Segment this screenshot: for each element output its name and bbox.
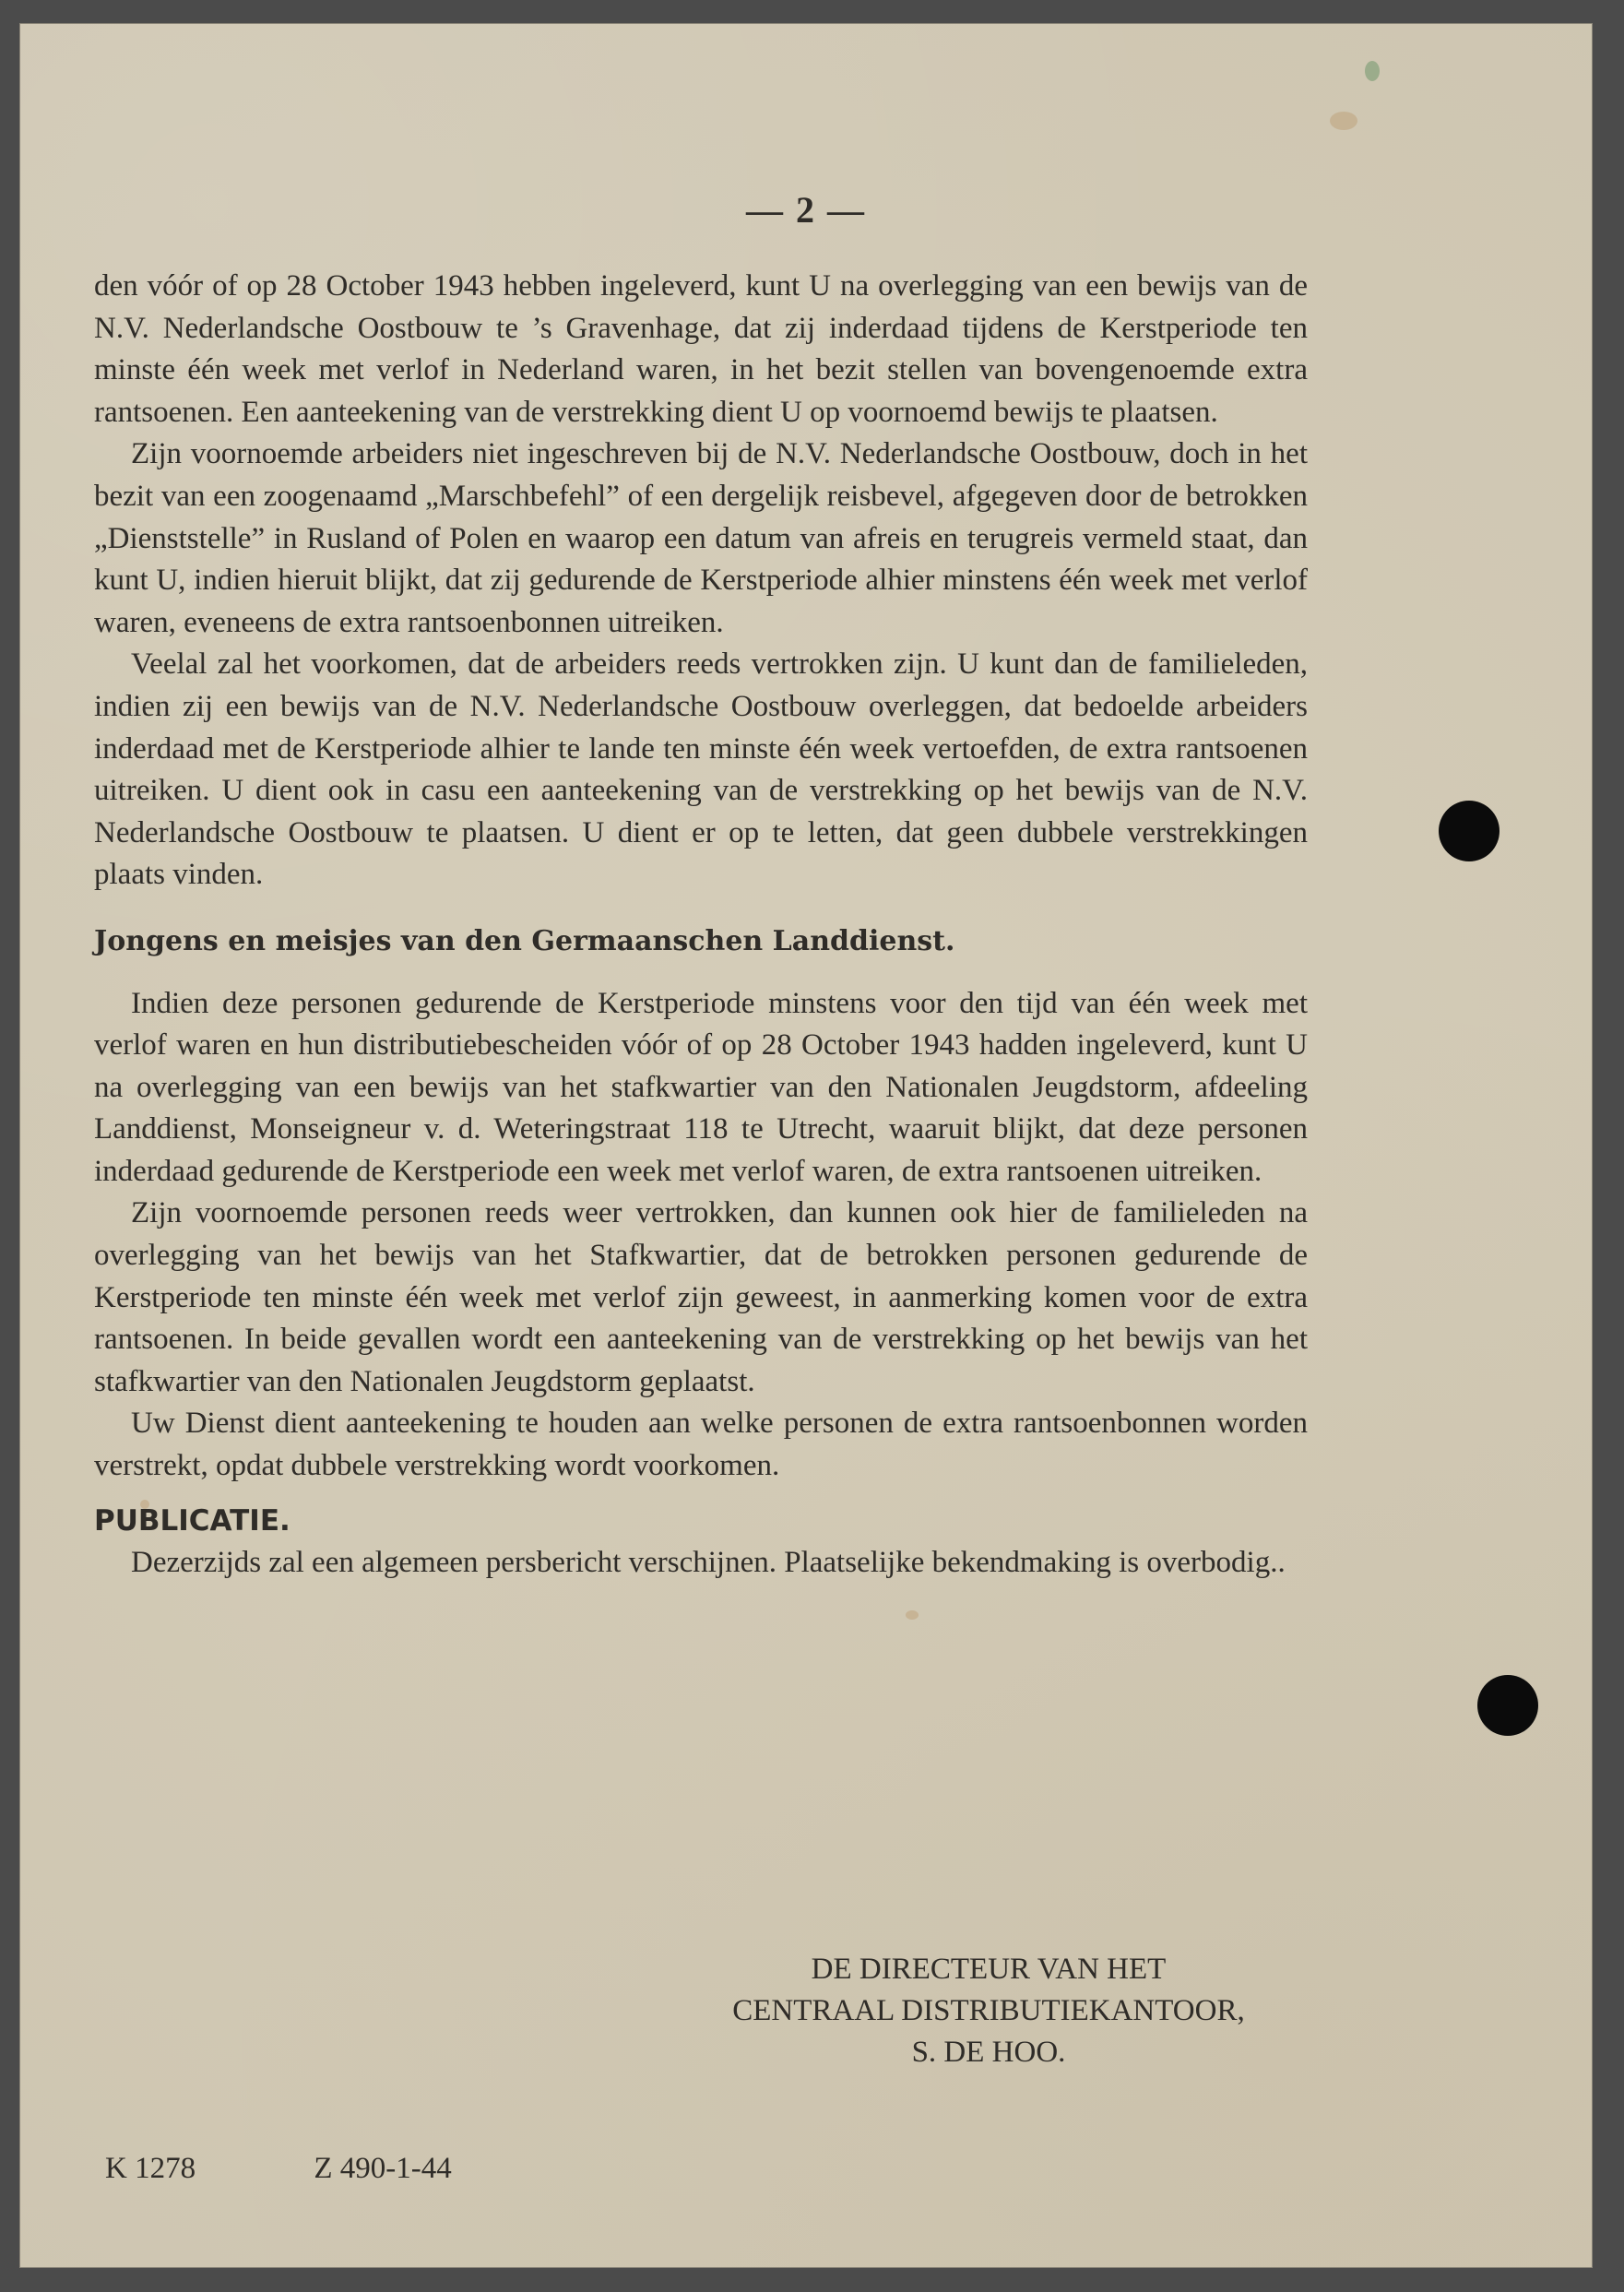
paper-stain — [906, 1610, 919, 1620]
punch-hole-bottom — [1477, 1675, 1538, 1736]
paragraph: Veelal zal het voorkomen, dat de arbeiders reeds vertrokken zijn. U kunt dan de familieleden, indien zij een bewijs van de N.V. Nederlandsche Oostbouw overleggen, dat bedoelde arbeiders inderdaad met de Kerstperiode alhier te lande ten minste één week vertoefden, de extra rantsoenen uitreiken. U dient ook in casu een aanteekening van de verstrekking op het bewijs van de N.V. Nederlandsche Oostbouw te plaatsen. U dient er op te letten, dat geen dubbele verstrekkingen plaats vinden. — [94, 647, 1308, 892]
publication-heading: PUBLICATIE. — [94, 1503, 290, 1538]
paragraph: den vóór of op 28 October 1943 hebben ingeleverd, kunt U na overlegging van een bewijs van de N.V. Nederlandsche Oostbouw te ’s Gravenhage, dat zij inderdaad tijdens de Kerstperiode ten minste één week met verlof in Nederland waren, in het bezit stellen van bovengenoemde extra rantsoenen. Een aanteekening van de verstrekking dient U op voornoemd bewijs te plaatsen. — [94, 269, 1308, 429]
paragraph: Indien deze personen gedurende de Kerstperiode minstens voor den tijd van één week met verlof waren en hun distributiebescheiden vóór of op 28 October 1943 hadden ingeleverd, kunt U na overlegging van een bewijs van het stafkwartier van den Nationalen Jeugdstorm, afdeeling Landdienst, Monseigneur v. d. Weteringstraat 118 te Utrecht, waaruit blijkt, dat deze personen inderdaad gedurende de Kerstperiode een week met verlof waren, de extra rantsoenen uitreiken. — [94, 986, 1308, 1188]
section-heading: Jongens en meisjes van den Germaanschen Landdienst. — [94, 924, 955, 957]
paper-sheet — [20, 24, 1592, 2267]
paper-stain — [1365, 61, 1380, 81]
paragraph: Zijn voornoemde arbeiders niet ingeschreven bij de N.V. Nederlandsche Oostbouw, doch in het bezit van een zoogenaamd „Marschbefehl” of een dergelijk reisbevel, afgegeven door de betrokken „Dienststelle” in Rusland of Polen en waarop een datum van afreis en terugreis vermeld staat, dan kunt U, indien hieruit blijkt, dat zij gedurende de Kerstperiode alhier minstens één week met verlof waren, eveneens de extra rantsoenbonnen uitreiken. — [94, 437, 1308, 639]
punch-hole-top — [1439, 801, 1500, 861]
signature-name: S. DE HOO. — [911, 2036, 1066, 2069]
reference-code: K 1278 — [105, 2152, 196, 2185]
reference-code: Z 490-1-44 — [314, 2152, 452, 2185]
paragraph: Zijn voornoemde personen reeds weer vertrokken, dan kunnen ook hier de familieleden na overlegging van het bewijs van het Stafkwartier, dat de betrokken personen gedurende de Kerstperiode ten minste één week met verlof zijn geweest, in aanmerking komen voor de extra rantsoenen. In beide gevallen wordt een aanteekening van de verstrekking op het bewijs van het stafkwartier van den Nationalen Jeugdstorm geplaatst. — [94, 1196, 1308, 1398]
signature-block — [666, 1949, 1311, 2073]
publication-paragraph: Dezerzijds zal een algemeen persbericht verschijnen. Plaatselijke bekendmaking is overbodig.. — [131, 1546, 1286, 1580]
page-number: — 2 — — [746, 189, 866, 231]
document-body — [94, 266, 1308, 1585]
signature-line: CENTRAAL DISTRIBUTIEKANTOOR, — [732, 1994, 1245, 2027]
footer-references — [105, 2152, 452, 2186]
paper-stain — [1330, 112, 1357, 130]
signature-line: DE DIRECTEUR VAN HET — [811, 1953, 1167, 1986]
paragraph: Uw Dienst dient aanteekening te houden aan welke personen de extra rantsoenbonnen worden verstrekt, opdat dubbele verstrekking wordt voorkomen. — [94, 1407, 1308, 1483]
